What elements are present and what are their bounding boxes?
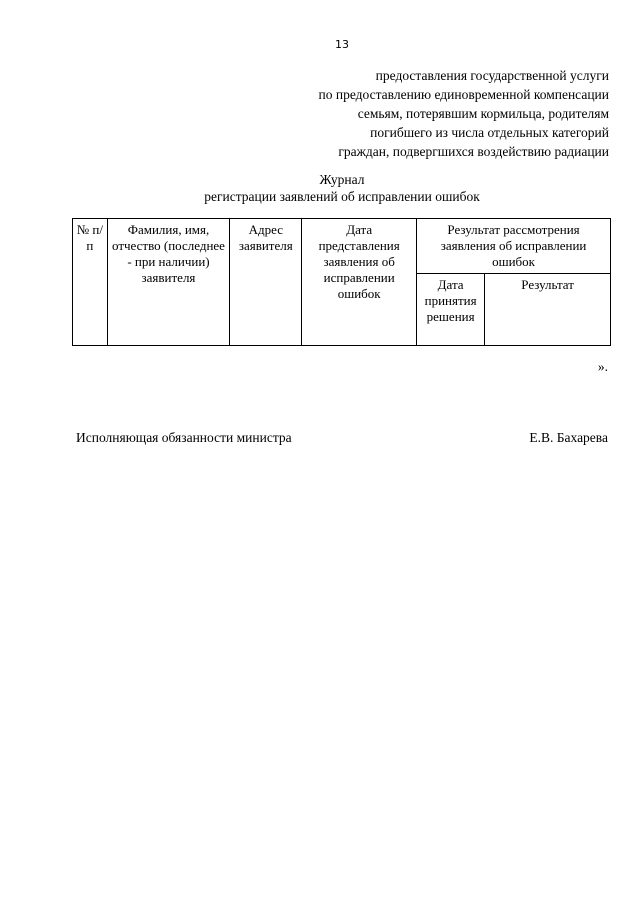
journal-table (72, 218, 611, 346)
header-line-3: семьям, потерявшим кормильца, родителям (357, 106, 609, 121)
header-line-4: погибшего из числа отдельных категорий (370, 125, 609, 140)
journal-subtitle: регистрации заявлений об исправлении ошибок (204, 189, 480, 204)
closing-quote-mark: ». (597, 359, 608, 374)
journal-heading (0, 171, 640, 205)
header-cell-fio: Фамилия, имя, отчество (последнее - при наличии) заявителя (107, 219, 230, 346)
header-line-5: граждан, подвергшихся воздействию радиации (338, 144, 609, 159)
header-cell-number: № п/п (73, 219, 108, 346)
header-cell-decision-date: Дата принятия решения (417, 274, 485, 346)
page-number: 13 (335, 38, 349, 51)
header-cell-submission-date: Дата представления заявления об исправлении ошибок (302, 219, 417, 346)
header-cell-result: Результат (485, 274, 611, 346)
table-header-row (73, 219, 611, 274)
journal-title: Журнал (319, 172, 365, 187)
header-line-2: по предоставлению единовременной компенсации (318, 87, 609, 102)
header-cell-address: Адрес заявителя (230, 219, 302, 346)
document-header (189, 66, 609, 161)
signatory-position: Исполняющая обязанности министра (76, 430, 292, 445)
header-cell-result-group: Результат рассмотрения заявления об исправлении ошибок (417, 219, 611, 274)
header-line-1: предоставления государственной услуги (375, 68, 609, 83)
signatory-name: Е.В. Бахарева (529, 430, 608, 445)
